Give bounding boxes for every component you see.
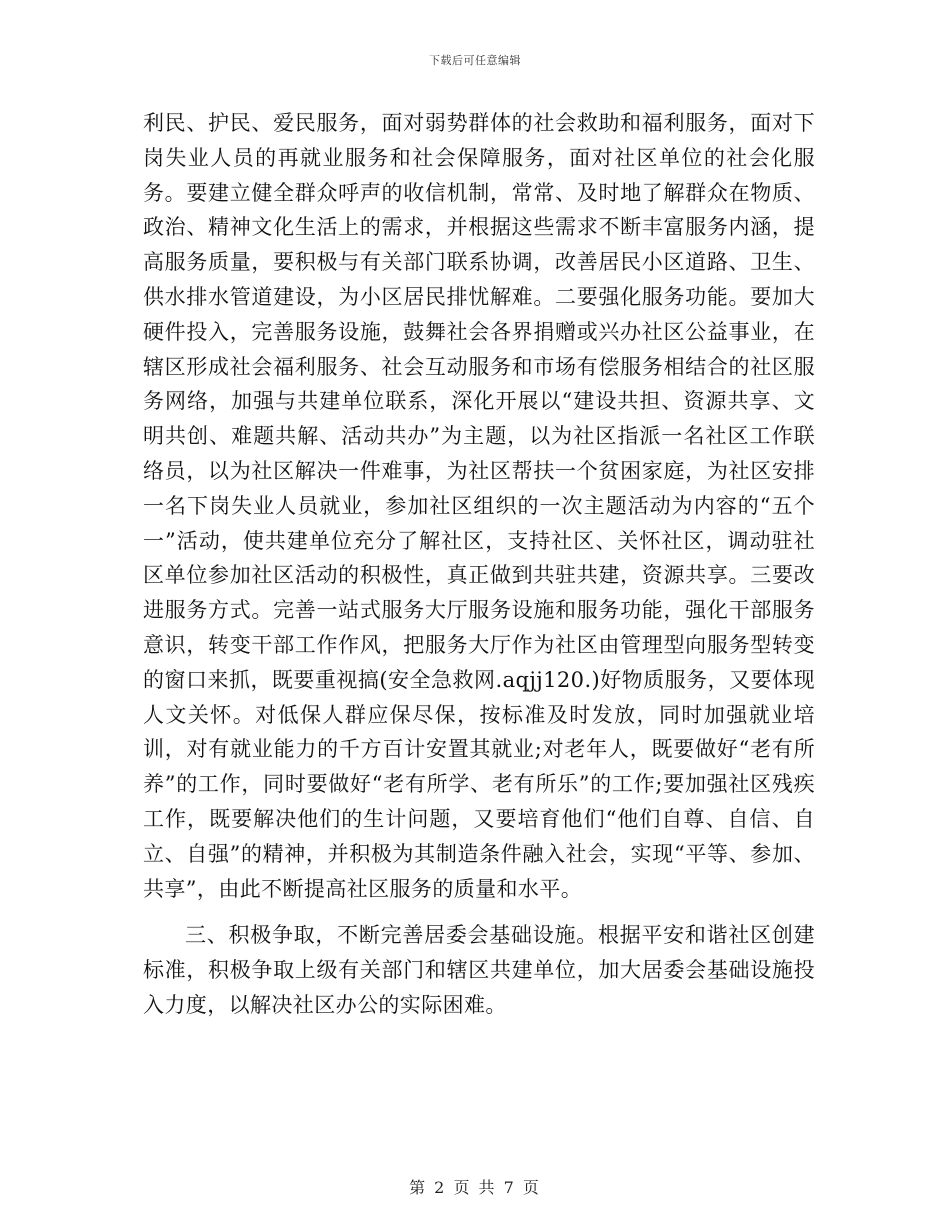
body-paragraph-1: 利民、护民、爱民服务，面对弱势群体的社会救助和福利服务，面对下岗失业人员的再就业服务和社会保障服务，面对社区单位的社会化服务。要建立健全群众呼声的收信机制，常常、及时地了解群众在物质、政治、精神文化生活上的需求，并根据这些需求不断丰富服务内涵，提高服务质量，要积极与有关部门联系协调，改善居民小区道路、卫生、供水排水管道建设，为小区居民排忧解难。二要强化服务功能。要加大硬件投入，完善服务设施，鼓舞社会各界捐赠或兴办社区公益事业，在辖区形成社会福利服务、社会互动服务和市场有偿服务相结合的社区服务网络，加强与共建单位联系，深化开展以“建设共担、资源共享、文明共创、难题共解、活动共办”为主题，以为社区指派一名社区工作联络员，以为社区解决一件难事，为社区帮扶一个贫困家庭，为社区安排一名下岗失业人员就业，参加社区组织的一次主题活动为内容的“五个一”活动，使共建单位充分了解社区，支持社区、关怀社区，调动驻社区单位参加社区活动的积极性，真正做到共驻共建，资源共享。三要改进服务方式。完善一站式服务大厅服务设施和服务功能，强化干部服务意识，转变干部工作作风，把服务大厅作为社区由管理型向服务型转变的窗口来抓，既要重视搞(安全急救网.aqjj120.)好物质服务，又要体现人文关怀。对低保人群应保尽保，按标准及时发放，同时加强就业培训，对有就业能力的千方百计安置其就业;对老年人，既要做好“老有所养”的工作，同时要做好“老有所学、老有所乐”的工作;要加强社区残疾工作，既要解决他们的生计问题，又要培育他们“他们自尊、自信、自立、自强”的精神，并积极为其制造条件融入社会，实现“平等、参加、共享”，由此不断提高社区服务的质量和水平。 <box>143 111 815 901</box>
page-header: 下载后可任意编辑 <box>429 54 521 67</box>
document-body <box>143 106 815 1023</box>
body-paragraph-2: 三、积极争取，不断完善居委会基础设施。根据平安和谐社区创建标准，积极争取上级有关部门和辖区共建单位，加大居委会基础设施投入力度，以解决社区办公的实际困难。 <box>143 923 815 1017</box>
page-number-footer: 第 2 页 共 7 页 <box>409 1178 541 1197</box>
